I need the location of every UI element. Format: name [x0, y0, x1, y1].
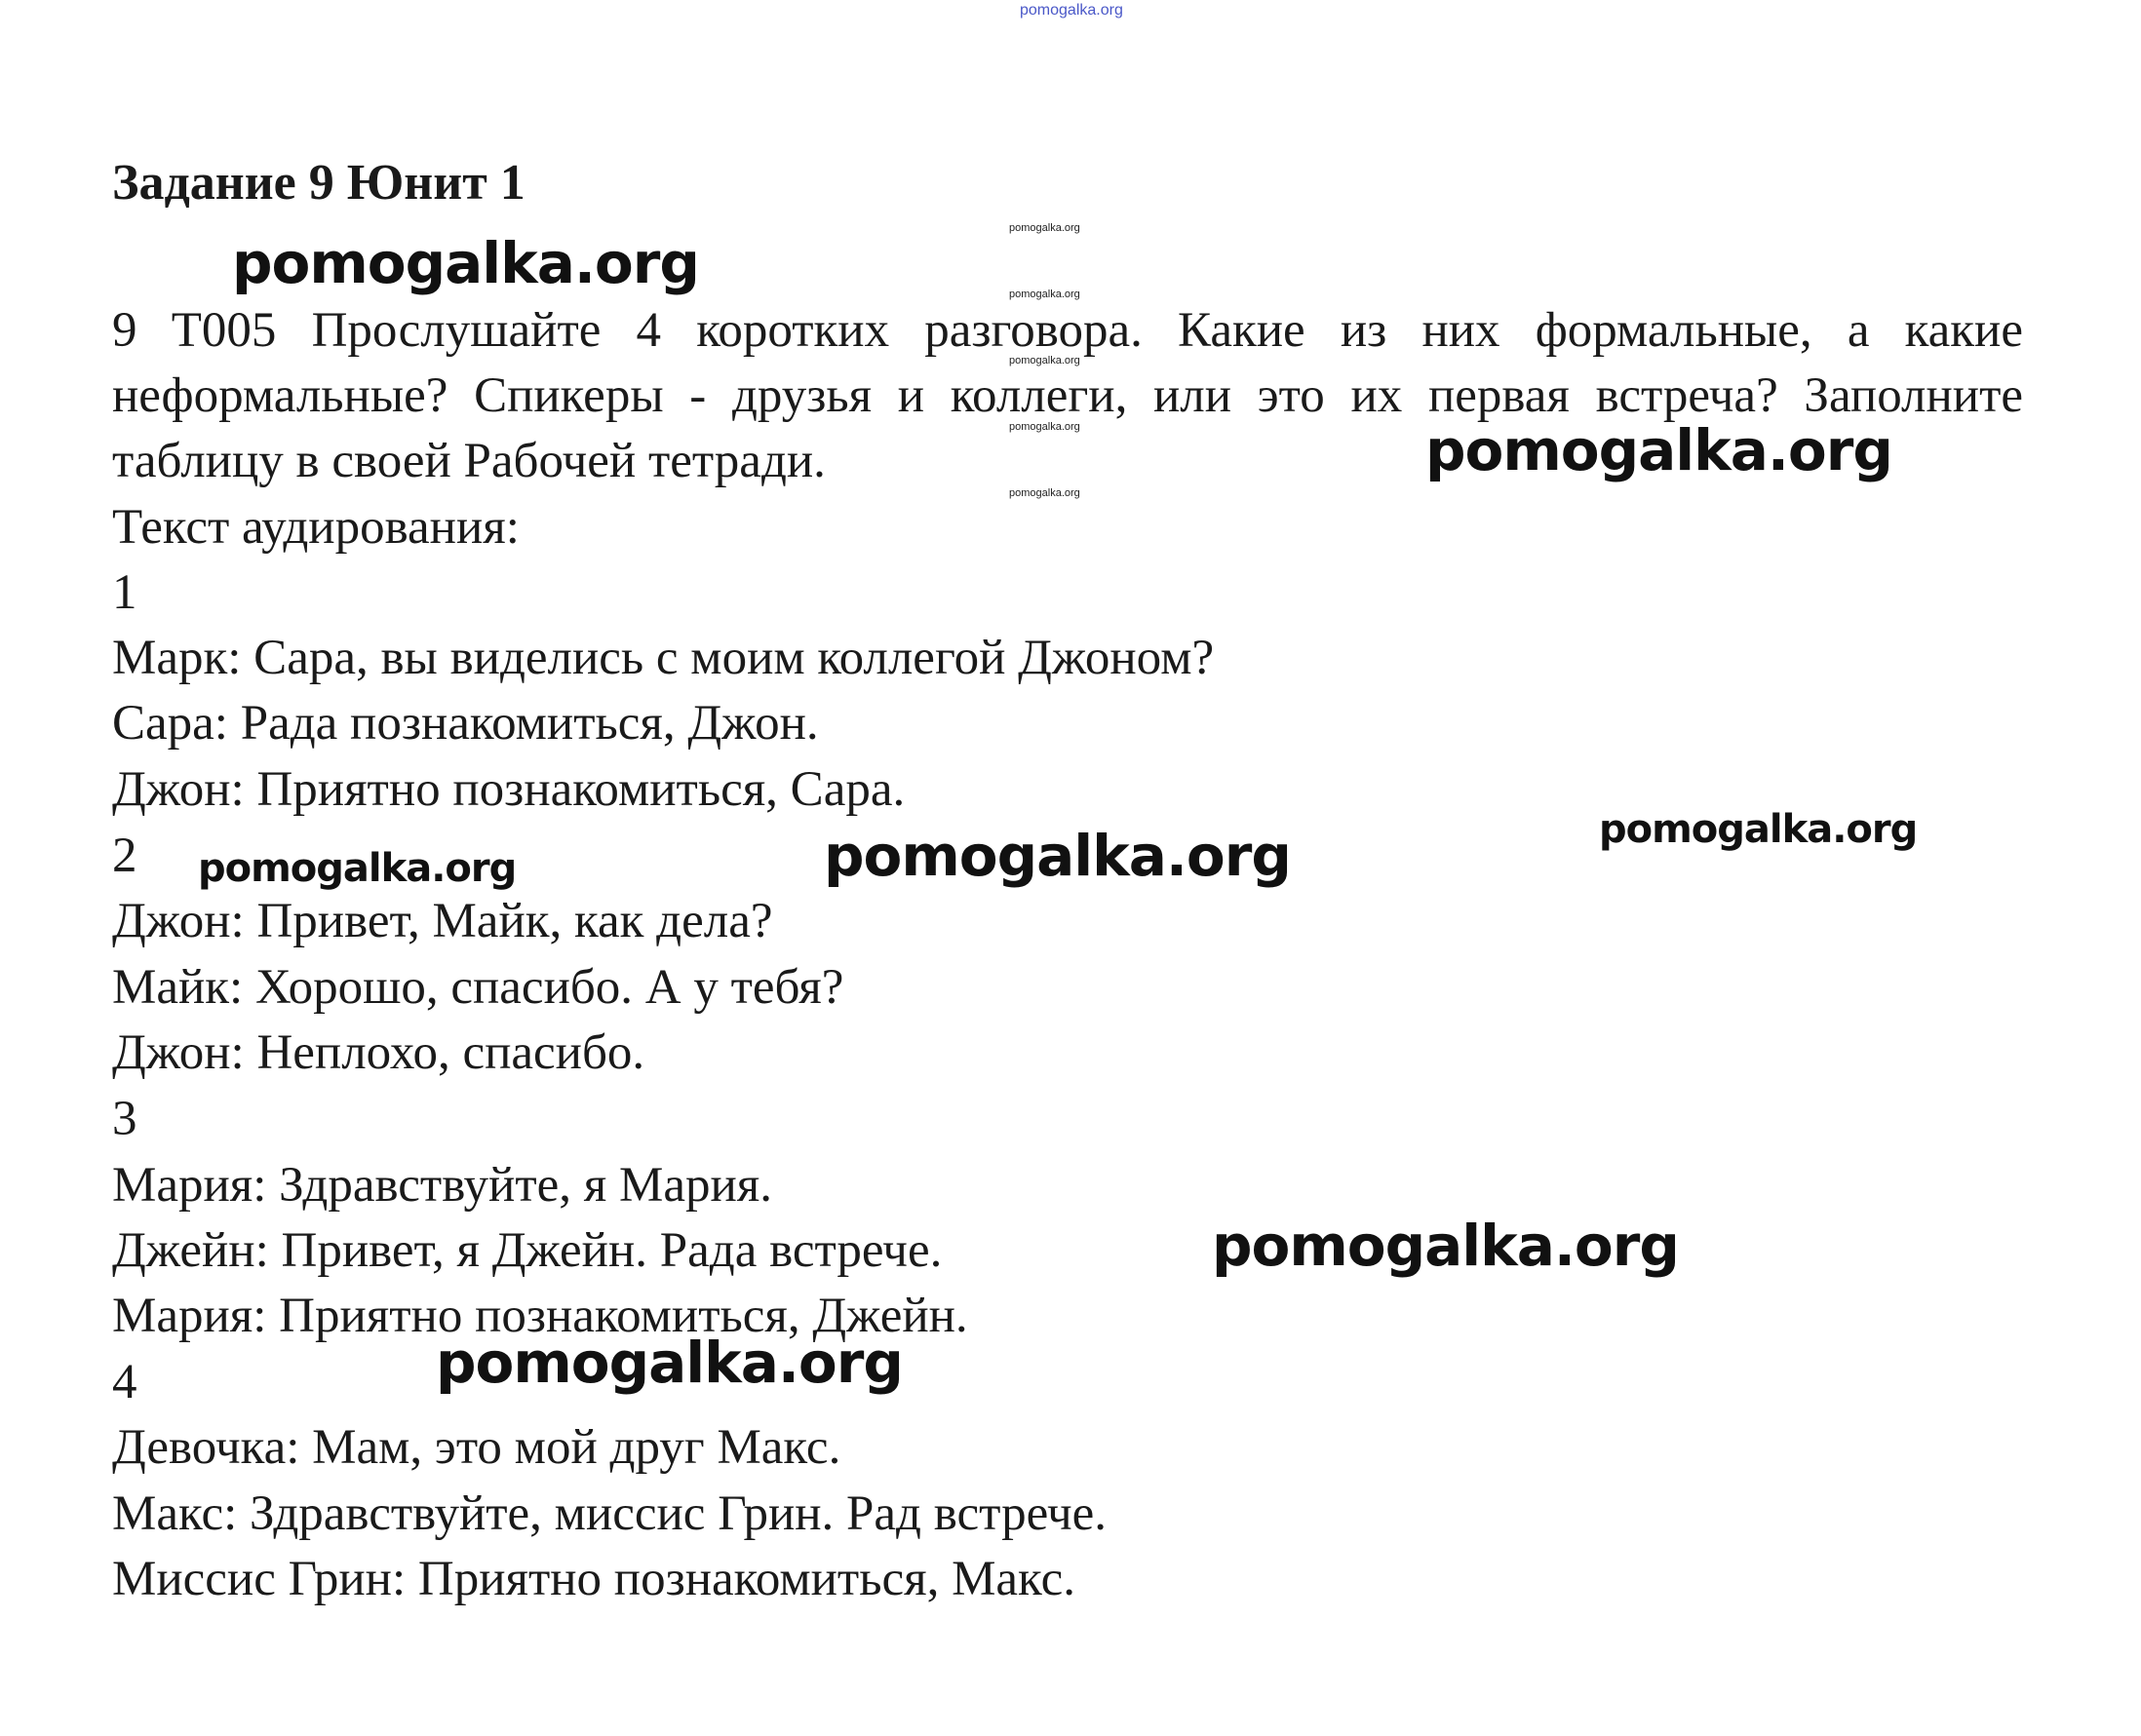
watermark-tiny: pomogalka.org [1009, 487, 1080, 499]
dialogue-line: Джон: Приятно познакомиться, Сара. [112, 762, 906, 817]
dialogue-line: Джейн: Привет, я Джейн. Рада встрече. [112, 1223, 943, 1278]
watermark-large: pomogalka.org [824, 823, 1291, 889]
page-title: Задание 9 Юнит 1 [112, 155, 526, 211]
dialogue-line: Девочка: Мам, это мой друг Макс. [112, 1420, 841, 1475]
dialogue-line: Мария: Приятно познакомиться, Джейн. [112, 1289, 968, 1343]
dialogue-line: Марк: Сара, вы виделись с моим коллегой Джоном? [112, 631, 1215, 685]
watermark-large: pomogalka.org [1425, 417, 1892, 483]
watermark-tiny: pomogalka.org [1009, 421, 1080, 433]
watermark-medium: pomogalka.org [1599, 807, 1918, 852]
watermark-large: pomogalka.org [436, 1330, 903, 1396]
dialogue-number-1: 1 [112, 565, 137, 620]
watermark-large: pomogalka.org [1212, 1213, 1679, 1279]
dialogue-line: Миссис Грин: Приятно познакомиться, Макс. [112, 1552, 1075, 1606]
watermark-tiny: pomogalka.org [1009, 222, 1080, 234]
top-watermark: pomogalka.org [1020, 2, 1123, 19]
dialogue-line: Сара: Рада познакомиться, Джон. [112, 696, 819, 751]
listening-label: Текст аудирования: [112, 500, 520, 555]
dialogue-line: Макс: Здравствуйте, миссис Грин. Рад встрече. [112, 1486, 1107, 1541]
dialogue-line: Джон: Неплохо, спасибо. [112, 1025, 645, 1080]
watermark-tiny: pomogalka.org [1009, 355, 1080, 366]
dialogue-line: Майк: Хорошо, спасибо. А у тебя? [112, 960, 844, 1015]
dialogue-number-2: 2 [112, 829, 137, 883]
dialogue-line: Джон: Привет, Майк, как дела? [112, 894, 773, 948]
task-instructions: 9 T005 Прослушайте 4 коротких разговора. Какие из них формальные, а какие неформальные? Спикеры - друзья и коллеги, или это их первая встреча? Заполните таблицу в своей Рабочей тетради. [112, 303, 2023, 488]
watermark-tiny: pomogalka.org [1009, 289, 1080, 300]
watermark-medium: pomogalka.org [198, 846, 517, 891]
dialogue-line: Мария: Здравствуйте, я Мария. [112, 1158, 772, 1213]
dialogue-number-4: 4 [112, 1355, 137, 1409]
dialogue-number-3: 3 [112, 1092, 137, 1146]
watermark-large: pomogalka.org [232, 230, 699, 296]
